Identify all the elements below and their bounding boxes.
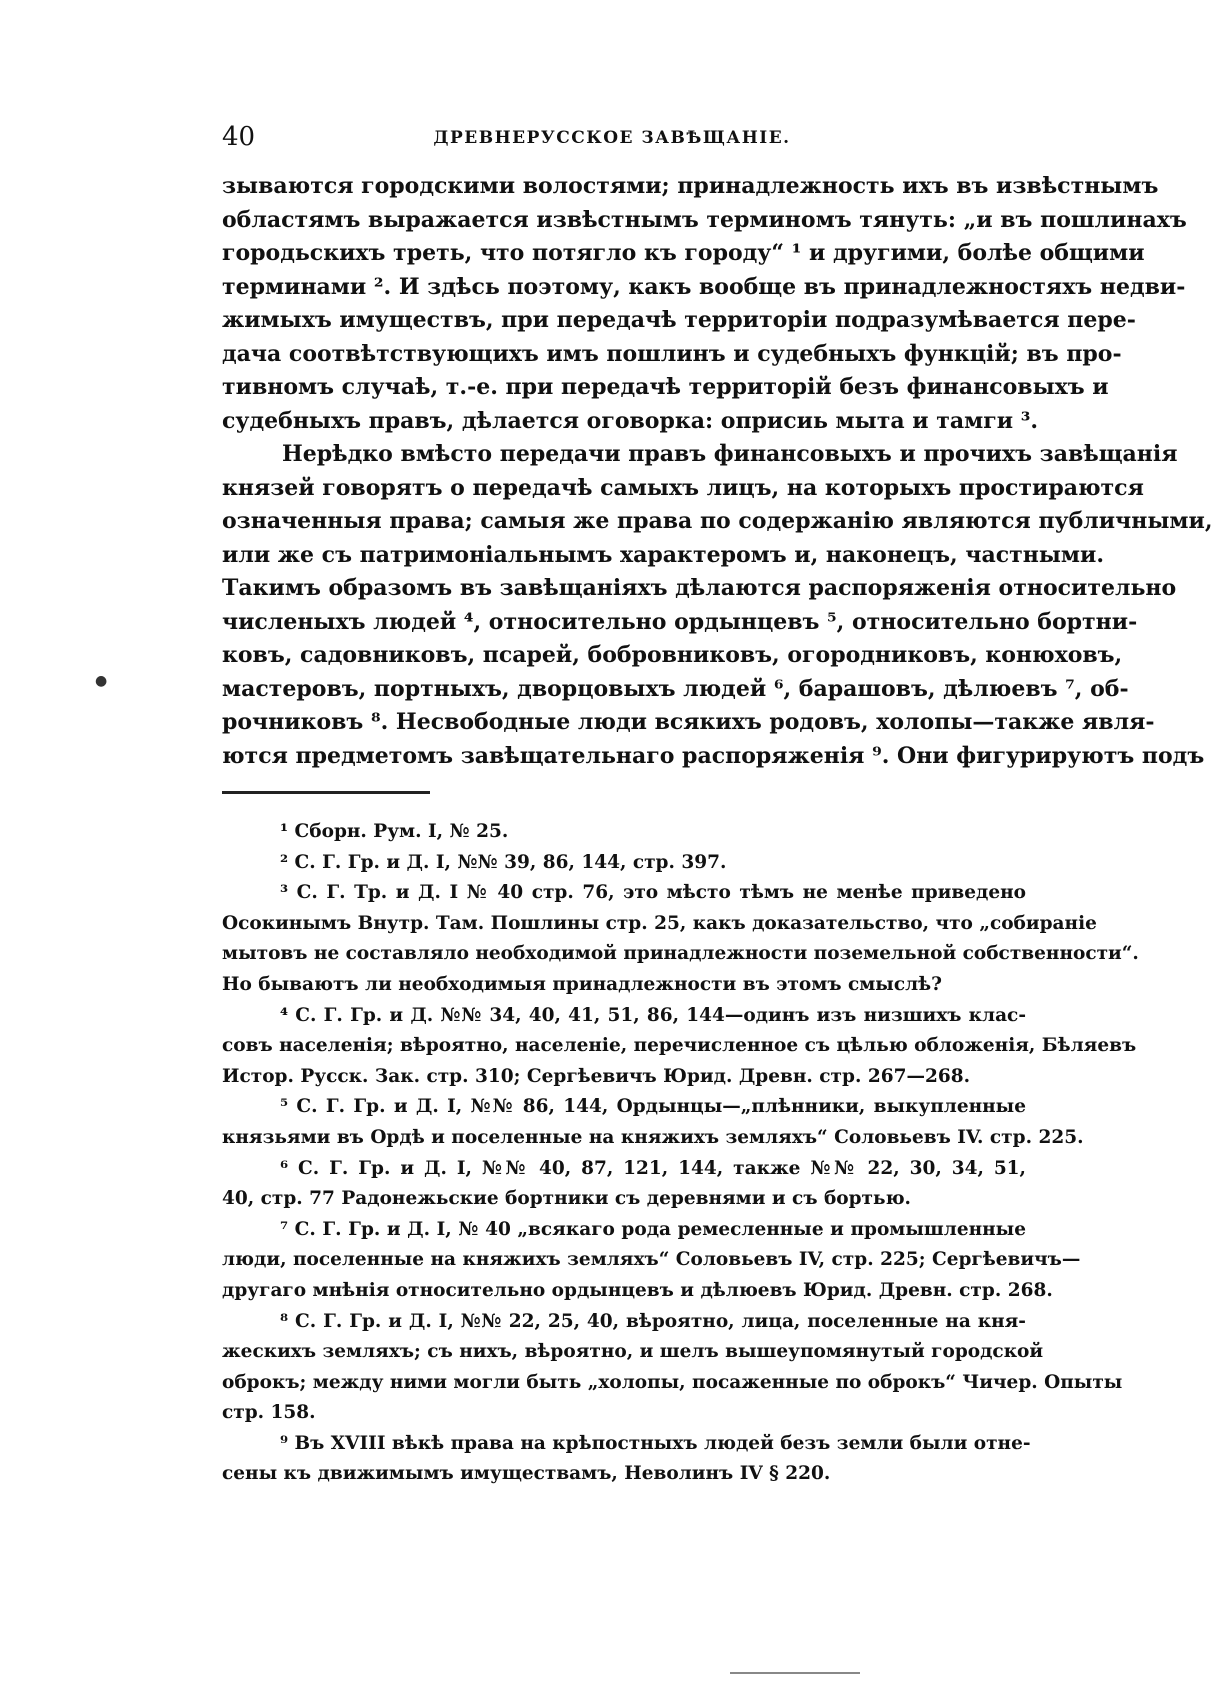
text-line: Такимъ образомъ въ завѣщаніяхъ дѣлаются распоряженія относительно — [222, 575, 1177, 601]
text-line: князей говорятъ о передачѣ самыхъ лицъ, на которыхъ простираются — [222, 474, 1144, 501]
footnote-line: сены къ движимымъ имуществамъ, Неволинъ IV § 220. — [222, 1463, 831, 1485]
footnote-line: князьями въ Ордѣ и поселенные на княжихъ земляхъ“ Соловьевъ IV. стр. 225. — [222, 1126, 1084, 1148]
text-line: терминами ². И здѣсь поэтому, какъ вообще въ принадлежностяхъ недви- — [222, 273, 1186, 300]
footnote-line: ⁹ Въ XVIII вѣкѣ права на крѣпостныхъ людей безъ земли были отне- — [280, 1432, 1031, 1454]
text-line: зываются городскими волостями; принадлежность ихъ въ извѣстнымъ — [222, 173, 1159, 199]
running-title: ДРЕВНЕРУССКОЕ ЗАВѢЩАНІЕ. — [433, 128, 791, 148]
text-line: судебныхъ правъ, дѣлается оговорка: оприсиь мыта и тамги ³. — [222, 407, 1038, 434]
text-line: ковъ, садовниковъ, псарей, бобровниковъ, огородниковъ, конюховъ, — [222, 642, 1123, 668]
page-number: 40 — [222, 122, 256, 152]
text-line: жимыхъ имуществъ, при передачѣ территоріи подразумѣвается пере- — [222, 307, 1136, 333]
footnote-line: ⁷ С. Г. Гр. и Д. I, № 40 „всякаго рода ремесленные и промышленные — [280, 1218, 1026, 1240]
text-line: рочниковъ ⁸. Несвободные люди всякихъ родовъ, холопы—также явля- — [222, 709, 1155, 735]
footnote-line: Но бываютъ ли необходимыя принадлежности въ этомъ смыслѣ? — [222, 973, 943, 995]
margin-mark: ● — [95, 673, 108, 689]
text-line: или же съ патримоніальнымъ характеромъ и, наконецъ, частными. — [222, 541, 1104, 568]
footnote-line: ¹ Сборн. Рум. I, № 25. — [280, 821, 509, 842]
footnote-line: Осокинымъ Внутр. Там. Пошлины стр. 25, какъ доказательство, что „собираніе — [222, 912, 1097, 934]
page-header — [222, 122, 1026, 156]
text-line: областямъ выражается извѣстнымъ терминомъ тянуть: „и въ пошлинахъ — [222, 206, 1187, 233]
footnote-line: Истор. Русск. Зак. стр. 310; Сергѣевичъ Юрид. Древн. стр. 267—268. — [222, 1065, 971, 1087]
footnotes — [222, 817, 1139, 1490]
footnote-line: ² С. Г. Гр. и Д. I, №№ 39, 86, 144, стр. 397. — [280, 851, 727, 873]
text-line: численыхъ людей ⁴, относительно ордынцевъ ⁵, относительно бортни- — [222, 608, 1138, 635]
text-line: мастеровъ, портныхъ, дворцовыхъ людей ⁶, барашовъ, дѣлюевъ ⁷, об- — [222, 675, 1129, 702]
text-line: городьскихъ треть, что потягло къ городу“ ¹ и другими, болѣе общими — [222, 240, 1145, 266]
footnote-line: ³ С. Г. Тр. и Д. I № 40 стр. 76, это мѣсто тѣмъ не менѣе приведено — [280, 882, 1026, 904]
footnote-line: жескихъ земляхъ; съ нихъ, вѣроятно, и шелъ вышеупомянутый городской — [222, 1341, 1044, 1363]
footnote-line: другаго мнѣнія относительно ордынцевъ и дѣлюевъ Юрид. Древн. стр. 268. — [222, 1279, 1053, 1301]
text-line: Нерѣдко вмѣсто передачи правъ финансовыхъ и прочихъ завѣщанія — [282, 441, 1178, 467]
footnote-line: совъ населенія; вѣроятно, населеніе, перечисленное съ цѣлью обложенія, Бѣляевъ — [222, 1035, 1137, 1057]
bottom-mark — [730, 1672, 860, 1674]
footnote-line: ⁵ С. Г. Гр. и Д. I, №№ 86, 144, Ордынцы—„плѣнники, выкупленные — [280, 1096, 1026, 1118]
footnote-line: ⁶ С. Г. Гр. и Д. I, №№ 40, 87, 121, 144, также №№ 22, 30, 34, 51, — [280, 1157, 1026, 1179]
footnote-line: оброкъ; между ними могли быть „холопы, посаженные по оброкъ“ Чичер. Опыты — [222, 1371, 1123, 1393]
text-line: тивномъ случаѣ, т.-е. при передачѣ территорій безъ финансовыхъ и — [222, 374, 1109, 400]
footnote-line: мытовъ не составляло необходимой принадлежности поземельной собственности“. — [222, 943, 1139, 965]
text-line: ются предметомъ завѣщательнаго распоряженія ⁹. Они фигурируютъ подъ — [222, 742, 1205, 769]
main-text — [222, 170, 1212, 773]
footnote-line: ⁸ С. Г. Гр. и Д. I, №№ 22, 25, 40, вѣроятно, лица, поселенные на кня- — [280, 1310, 1026, 1332]
footnote-line: люди, поселенные на княжихъ земляхъ“ Соловьевъ IV, стр. 225; Сергѣевичъ— — [222, 1249, 1081, 1271]
footnote-divider — [222, 791, 430, 794]
text-line: дача соотвѣтствующихъ имъ пошлинъ и судебныхъ функцій; въ про- — [222, 340, 1122, 367]
text-line: означенныя права; самыя же права по содержанію являются публичными, — [222, 508, 1212, 534]
footnote-line: ⁴ С. Г. Гр. и Д. №№ 34, 40, 41, 51, 86, 144—одинъ изъ низшихъ клас- — [280, 1004, 1026, 1026]
footnote-line: стр. 158. — [222, 1402, 316, 1424]
footnote-line: 40, стр. 77 Радонежьские бортники съ деревнями и съ бортью. — [222, 1188, 911, 1210]
